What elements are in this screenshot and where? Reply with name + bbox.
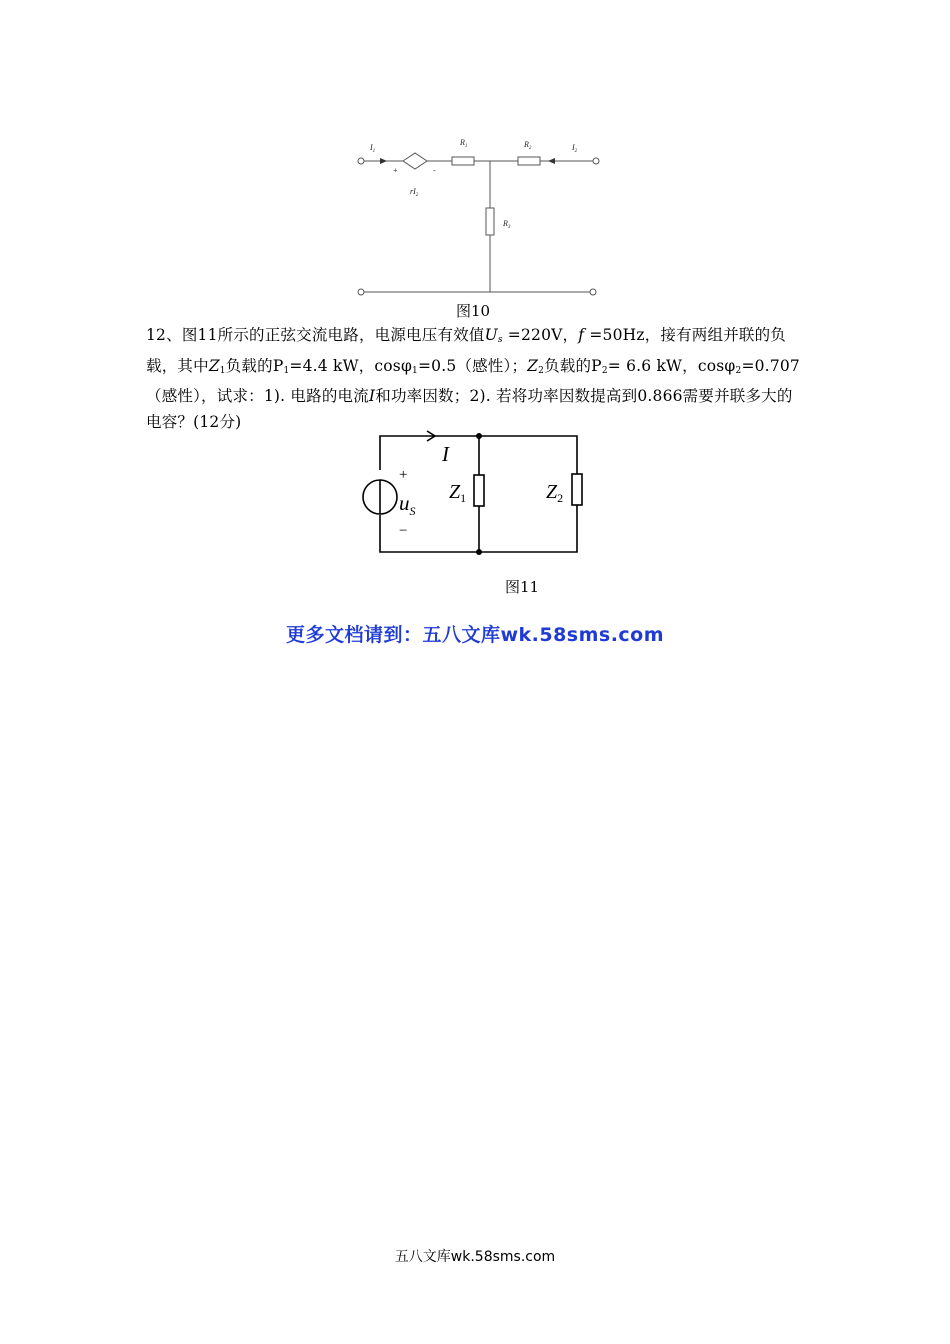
label-minus: − bbox=[399, 523, 408, 539]
arrow-i1 bbox=[380, 158, 387, 164]
label-i1: $I_1$ bbox=[370, 143, 376, 154]
terminal-bottom-left bbox=[358, 289, 364, 295]
label-source: $rI_2$ bbox=[410, 187, 419, 198]
label-r3: $R_3$ bbox=[503, 219, 511, 230]
label-source: $u_S$ bbox=[399, 491, 416, 518]
figure-11-circuit bbox=[355, 425, 595, 563]
resistor-r1 bbox=[452, 157, 474, 165]
figure-10-circuit bbox=[350, 130, 610, 302]
label-minus: - bbox=[433, 166, 436, 175]
label-i2: $I_2$ bbox=[572, 143, 578, 154]
resistor-r2 bbox=[518, 157, 540, 165]
label-plus: + bbox=[399, 467, 408, 483]
resistor-r3 bbox=[486, 208, 494, 235]
label-r2: $R_2$ bbox=[524, 140, 532, 151]
terminal-top-left bbox=[358, 158, 364, 164]
impedance-z1 bbox=[474, 475, 484, 506]
label-z2: $Z_2$ bbox=[546, 481, 564, 505]
node-top bbox=[476, 433, 482, 439]
page-footer: 五八文库wk.58sms.com bbox=[394, 1249, 556, 1265]
node-bottom bbox=[476, 549, 482, 555]
label-r1: $R_1$ bbox=[460, 138, 468, 149]
terminal-top-right bbox=[593, 158, 599, 164]
figure-11-caption: 图11 bbox=[505, 578, 540, 596]
label-z1: $Z_1$ bbox=[449, 481, 467, 505]
question-12-text: 12、图11所示的正弦交流电路，电源电压有效值$U_s =220V$，f =50Hz，接有两组并联的负载，其中$Z_1$负载的$P_1=4.4$ kW，cosφ$_1$=0.5（感性）；$Z_2$负载的$P_2= 6.6$ kW，cosφ$_2$=0.707（感性），试求：1). 电路的电流I和功率因数；2). 若将功率因数提高到0.866需要并联多大的电容？(12分) bbox=[146, 326, 800, 431]
dependent-source-diamond bbox=[403, 153, 427, 169]
label-plus: + bbox=[393, 166, 398, 175]
impedance-z2 bbox=[572, 474, 582, 505]
promo-link-text[interactable]: 更多文档请到：五八文库wk.58sms.com bbox=[285, 624, 665, 646]
terminal-bottom-right bbox=[590, 289, 596, 295]
figure-10-caption: 图10 bbox=[456, 302, 491, 320]
label-current: I bbox=[442, 442, 449, 466]
arrow-i2 bbox=[548, 158, 555, 164]
